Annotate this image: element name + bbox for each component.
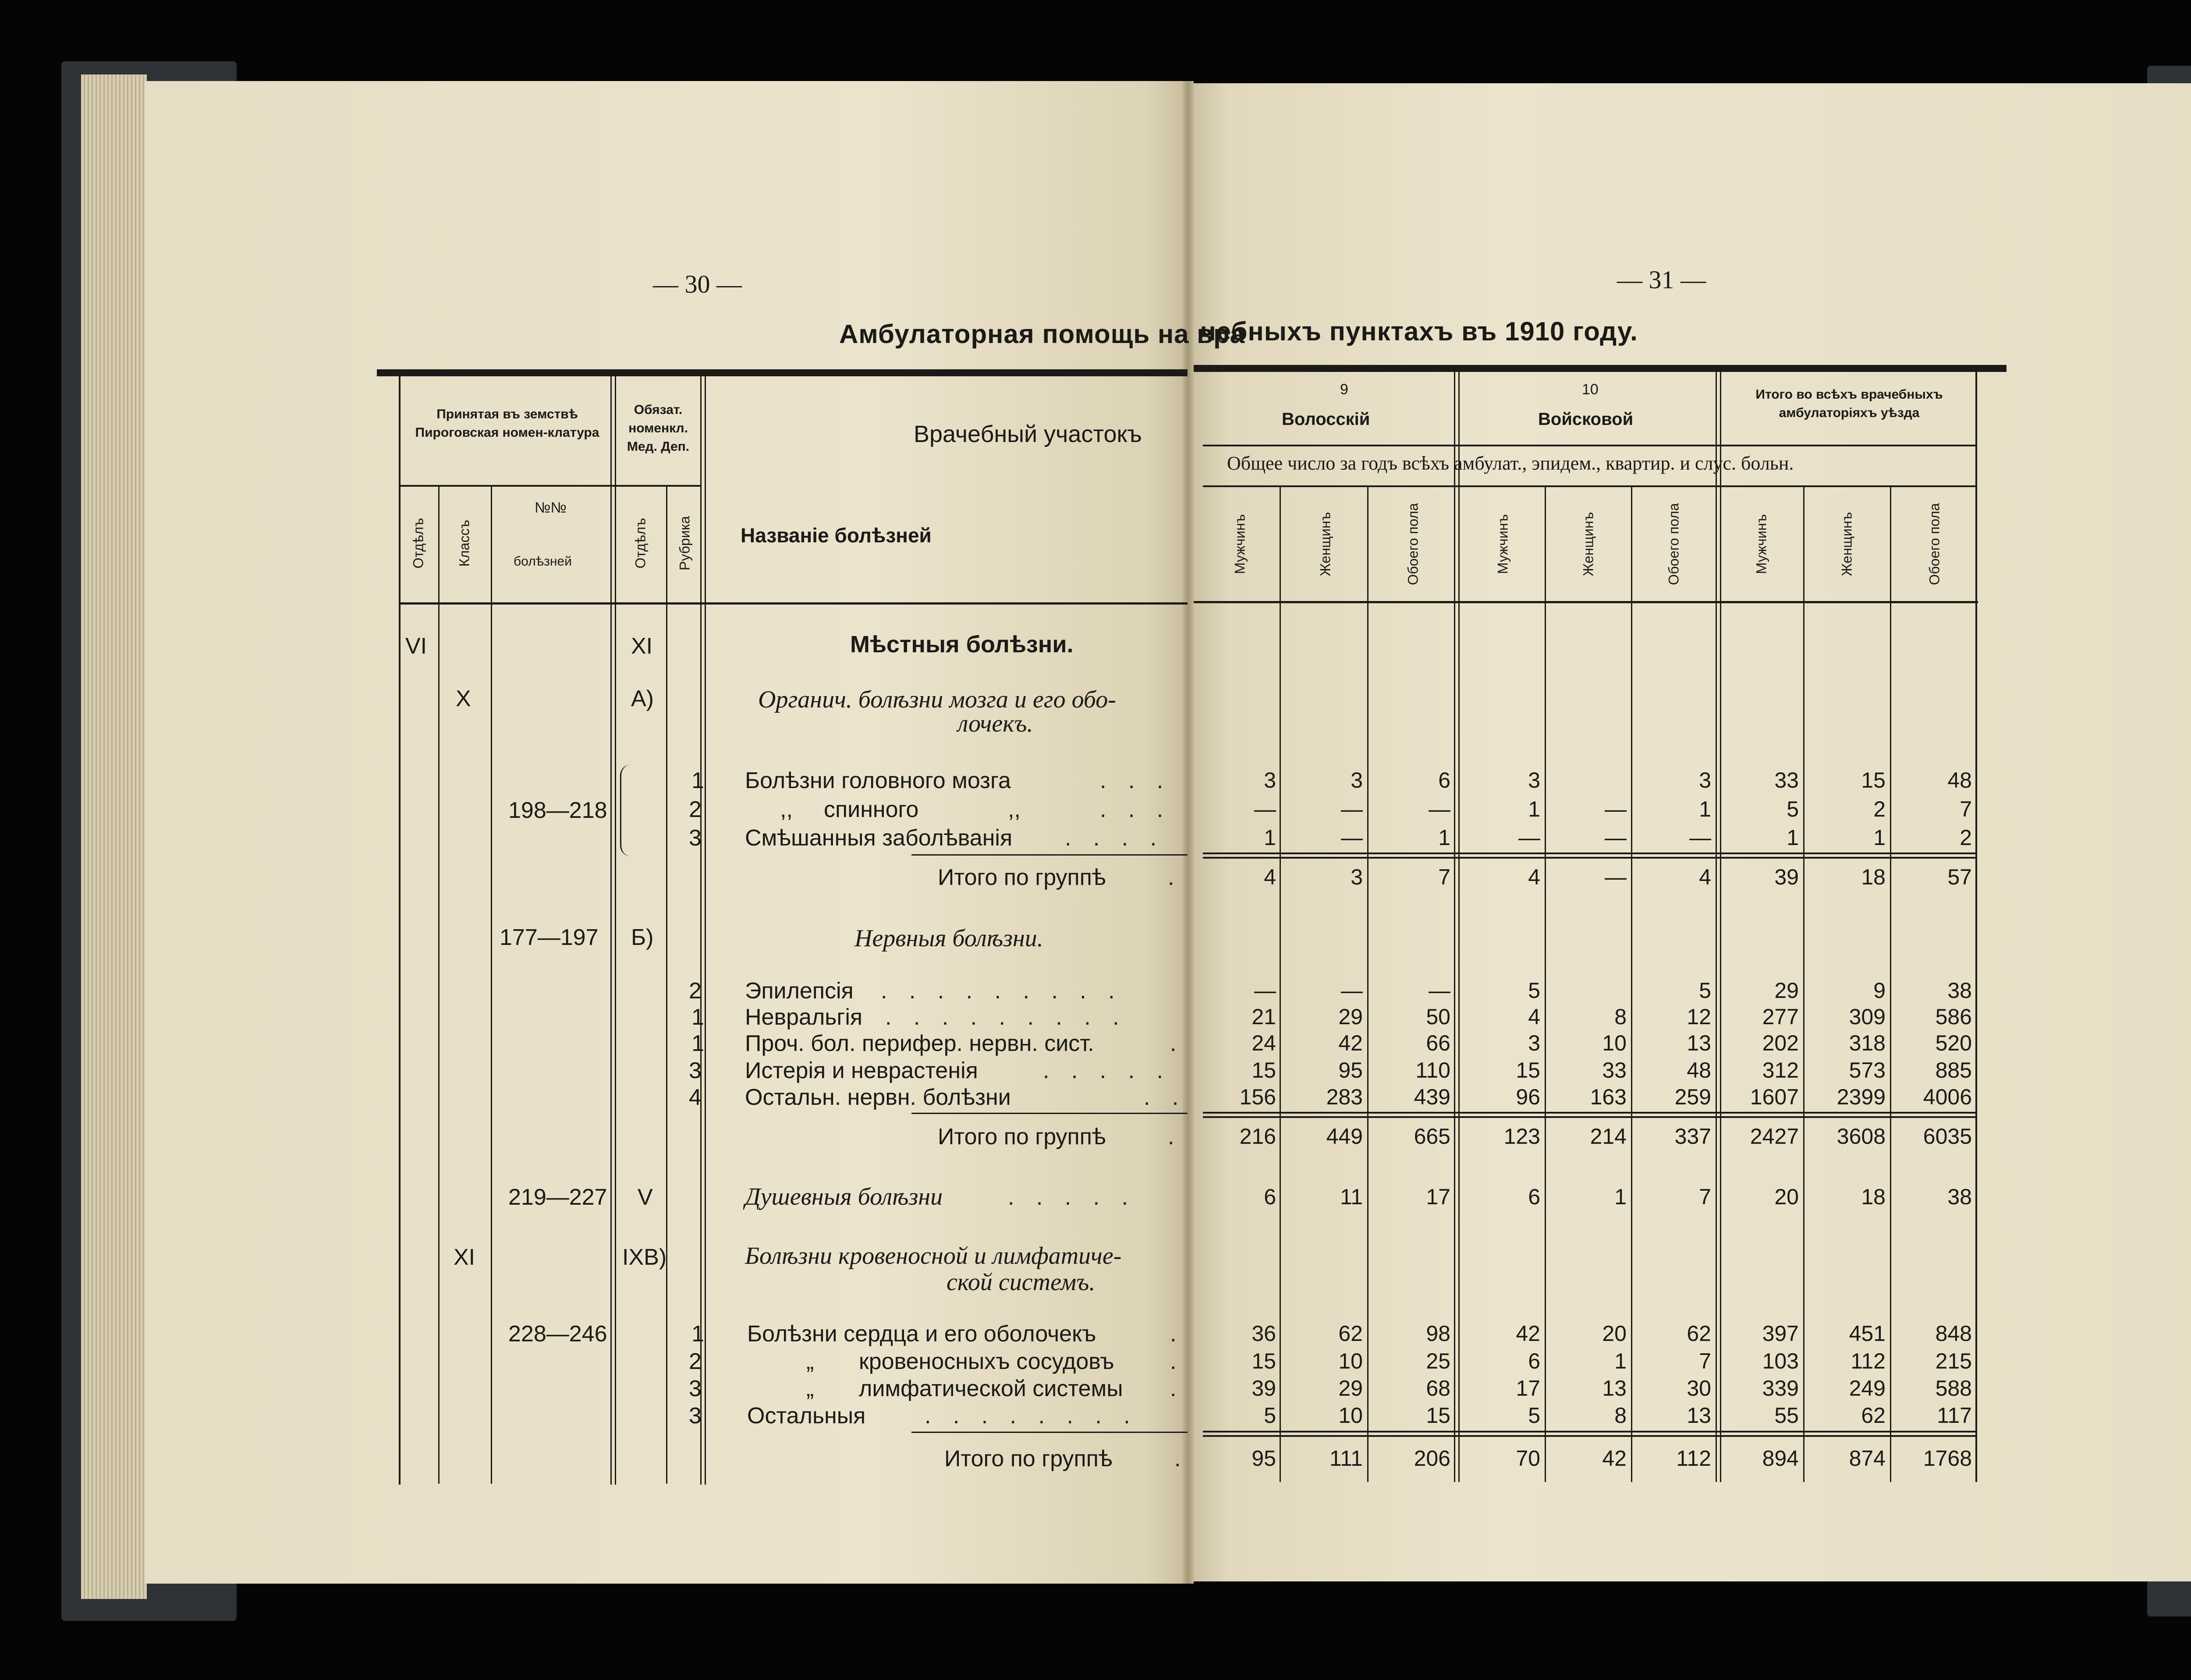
cell-a3-7: 1: [1873, 825, 1886, 850]
vline-l3b: [615, 376, 616, 1485]
vline-r-d9a: [1454, 372, 1455, 1482]
ditto-mark-3: „: [806, 1349, 814, 1374]
header-women-9: Женщинъ: [1317, 512, 1333, 577]
cell-c2-7: 112: [1851, 1349, 1886, 1373]
cell-b1-1: —: [1341, 978, 1363, 1003]
header-women-total: Женщинъ: [1839, 512, 1855, 577]
leader-dots: . .: [1144, 1085, 1187, 1110]
subtotal-rule-right-b2: [1203, 1116, 1976, 1118]
cell-c2-4: 1: [1614, 1349, 1627, 1373]
cell-b_total-4: 214: [1590, 1124, 1627, 1149]
cell-a3-0: 1: [1264, 825, 1276, 850]
cell-b4-3: 15: [1516, 1058, 1540, 1082]
cell-b2-4: 8: [1614, 1004, 1627, 1029]
cell-b1-5: 5: [1699, 978, 1711, 1003]
header-total-patients-per-year: Общее число за годъ всѣхъ амбулат., эпидем., квартир. и слус. больн.: [1227, 453, 1794, 474]
cell-c2-8: 215: [1935, 1349, 1972, 1373]
header-men-10: Мужчинъ: [1495, 514, 1511, 574]
cell-b_total-2: 665: [1414, 1124, 1450, 1149]
cell-b1-7: 9: [1873, 978, 1886, 1003]
cell-b1-8: 38: [1947, 978, 1972, 1003]
rule-hdr-sub-left: [399, 485, 701, 487]
group-a-title-line2: лочекъ.: [957, 710, 1033, 737]
cell-b4-7: 573: [1849, 1058, 1886, 1082]
vline-l4: [666, 485, 667, 1484]
cell-b3-3: 3: [1528, 1031, 1540, 1055]
cell-b4-8: 885: [1935, 1058, 1972, 1082]
cell-b5-3: 96: [1516, 1085, 1540, 1109]
rubrika-c4: 3: [689, 1403, 702, 1429]
cell-c_total-3: 70: [1516, 1446, 1540, 1471]
cell-c1-0: 36: [1251, 1321, 1276, 1346]
cell-c3-3: 17: [1516, 1376, 1540, 1401]
mental-diseases: Душевныя болѣзни: [745, 1183, 943, 1210]
subtotal-rule-b: [911, 1113, 1188, 1114]
leader-dots: . . . . .: [1008, 1185, 1136, 1210]
cell-a3-8: 2: [1960, 825, 1972, 850]
cell-a1-5: 3: [1699, 768, 1711, 792]
cell-dush-8: 38: [1947, 1185, 1972, 1209]
subtotal-rule-right-c2: [1203, 1435, 1976, 1437]
top-rule-right: [1194, 365, 2007, 372]
cell-c4-6: 55: [1774, 1403, 1799, 1428]
cell-a2-0: —: [1254, 797, 1276, 821]
cell-b2-2: 50: [1426, 1004, 1450, 1029]
subtotal-rule-right-b1: [1203, 1112, 1976, 1114]
cell-b5-1: 283: [1326, 1085, 1363, 1109]
cell-c3-8: 588: [1935, 1376, 1972, 1401]
cell-c1-2: 98: [1426, 1321, 1450, 1346]
cell-b4-0: 15: [1251, 1058, 1276, 1082]
otdel-vi: VI: [405, 633, 427, 659]
cell-b4-1: 95: [1338, 1058, 1363, 1082]
cell-c_total-5: 112: [1676, 1446, 1711, 1471]
itogo-group-a: Итого по группѣ: [938, 865, 1106, 890]
cell-c_total-0: 95: [1251, 1446, 1276, 1471]
ditto-mark-1: ,,: [780, 797, 793, 822]
header-otdel: Отдѣлъ: [410, 518, 426, 569]
cell-a_total-7: 18: [1861, 865, 1886, 889]
range-198-218: 198—218: [508, 798, 607, 823]
cell-c4-5: 13: [1687, 1403, 1711, 1428]
rubrika-c1: 1: [691, 1321, 704, 1347]
cell-b4-5: 48: [1687, 1058, 1711, 1082]
cell-c2-6: 103: [1762, 1349, 1799, 1373]
cell-a_total-8: 57: [1947, 865, 1972, 889]
rubrika-c3: 3: [689, 1376, 702, 1401]
leader-dots: .: [1170, 1349, 1184, 1374]
cell-b5-6: 1607: [1750, 1085, 1799, 1109]
cell-c3-5: 30: [1687, 1376, 1711, 1401]
subtotal-rule-right-a1: [1203, 852, 1976, 854]
vline-r-d10a: [1716, 372, 1717, 1482]
range-177-197: 177—197: [500, 925, 599, 950]
cell-c3-7: 249: [1849, 1376, 1886, 1401]
cell-a_total-5: 4: [1699, 865, 1711, 889]
cell-c_total-1: 111: [1329, 1446, 1363, 1471]
leader-dots: .: [1170, 1031, 1184, 1056]
cell-c2-3: 6: [1528, 1349, 1540, 1373]
cell-b_total-0: 216: [1239, 1124, 1276, 1149]
cell-b3-2: 66: [1426, 1031, 1450, 1055]
cell-a_total-0: 4: [1264, 865, 1276, 889]
leader-dots: . . . . .: [1043, 1058, 1171, 1083]
header-vrachebny-uchastok: Врачебный участокъ: [914, 421, 1142, 447]
cell-c_total-4: 42: [1602, 1446, 1627, 1471]
cell-c_total-2: 206: [1414, 1446, 1450, 1471]
cell-dush-0: 6: [1264, 1185, 1276, 1209]
rubrika-b1: 2: [689, 978, 702, 1004]
rubrika-b3: 1: [691, 1031, 704, 1056]
ditto-mark-4: „: [806, 1376, 814, 1401]
cell-dush-5: 7: [1699, 1185, 1711, 1209]
cell-b_total-7: 3608: [1836, 1124, 1886, 1149]
disease-hysteria: Истерія и неврастенія: [745, 1058, 978, 1083]
header-both-9: Обоего пола: [1405, 503, 1421, 585]
cell-c4-2: 15: [1426, 1403, 1450, 1428]
disease-epilepsy: Эпилепсія: [745, 978, 854, 1004]
cell-a1-3: 3: [1528, 768, 1540, 792]
cell-b3-0: 24: [1251, 1031, 1276, 1055]
cell-b_total-8: 6035: [1923, 1124, 1972, 1149]
cell-b_total-5: 337: [1674, 1124, 1711, 1149]
vline-l0: [399, 376, 401, 1485]
subtotal-rule-right-a2: [1203, 857, 1976, 859]
disease-peripheral-nervous: Проч. бол. перифер. нервн. сист.: [745, 1031, 1094, 1056]
header-bolezney: болѣзней: [514, 554, 572, 569]
cell-b5-5: 259: [1674, 1085, 1711, 1109]
cell-c2-0: 15: [1251, 1349, 1276, 1373]
klass-x: X: [456, 686, 471, 711]
district-10-number: 10: [1582, 381, 1599, 398]
header-nazvanie-bolezney: Названіе болѣзней: [741, 524, 932, 547]
cell-a_total-6: 39: [1774, 865, 1799, 889]
rubrika-c2: 2: [689, 1349, 702, 1374]
cell-a_total-3: 4: [1528, 865, 1540, 889]
header-men-9: Мужчинъ: [1232, 514, 1248, 574]
cell-a2-3: 1: [1528, 797, 1540, 821]
range-219-227: 219—227: [508, 1185, 607, 1210]
cell-b_total-3: 123: [1503, 1124, 1540, 1149]
cell-c4-4: 8: [1614, 1403, 1627, 1428]
cell-b2-5: 12: [1687, 1004, 1711, 1029]
rubrika-b: Б): [631, 925, 654, 950]
group-v-title-line1: Болѣзни кровеносной и лимфатиче-: [745, 1242, 1122, 1270]
subtotal-rule-right-c1: [1203, 1431, 1976, 1432]
rubrika-v: V: [638, 1185, 653, 1210]
cell-a2-8: 7: [1960, 797, 1972, 821]
vline-l2: [491, 485, 492, 1484]
cell-c4-7: 62: [1861, 1403, 1886, 1428]
top-rule-left: [377, 369, 1188, 376]
cell-a3-5: —: [1689, 825, 1711, 850]
cell-c1-8: 848: [1935, 1321, 1972, 1346]
cell-dush-1: 11: [1340, 1185, 1363, 1209]
district-10-name: Войсковой: [1538, 410, 1634, 429]
cell-b3-7: 318: [1849, 1031, 1886, 1055]
cell-c_total-8: 1768: [1923, 1446, 1972, 1471]
cell-b2-6: 277: [1762, 1004, 1799, 1029]
vline-r-d9b: [1458, 372, 1460, 1482]
cell-c1-6: 397: [1762, 1321, 1799, 1346]
header-klass: Классъ: [456, 520, 472, 567]
vline-l3a: [610, 376, 612, 1485]
cell-a2-6: 5: [1787, 797, 1799, 821]
rubrika-b4: 3: [689, 1058, 702, 1083]
cell-b3-1: 42: [1338, 1031, 1363, 1055]
cell-b4-6: 312: [1762, 1058, 1799, 1082]
ditto-mark-2: ,,: [1008, 797, 1021, 822]
leader-dots: . . . .: [1065, 825, 1165, 851]
itogo-group-c: Итого по группѣ: [944, 1446, 1113, 1471]
leader-dots: .: [1170, 1376, 1184, 1401]
cell-c_total-6: 894: [1762, 1446, 1799, 1471]
cell-c3-1: 29: [1338, 1376, 1363, 1401]
header-mandatory-nomenclature: Обязат. номенкл. Мед. Деп.: [627, 403, 690, 454]
leader-dots: . . .: [1100, 768, 1171, 793]
cell-c_total-7: 874: [1849, 1446, 1886, 1471]
cell-c4-0: 5: [1264, 1403, 1276, 1428]
disease-other-nervous: Остальн. нервн. болѣзни: [745, 1085, 1011, 1110]
cell-a3-1: —: [1341, 825, 1363, 850]
rubrika-a: А): [631, 686, 654, 711]
cell-a3-3: —: [1518, 825, 1540, 850]
leader-dots: .: [1168, 865, 1182, 890]
cell-a_total-1: 3: [1351, 865, 1363, 889]
cell-a1-7: 15: [1861, 768, 1886, 792]
cell-b3-4: 10: [1602, 1031, 1627, 1055]
cell-b5-2: 439: [1414, 1085, 1450, 1109]
leader-dots: .: [1174, 1446, 1189, 1471]
cell-dush-6: 20: [1774, 1185, 1799, 1209]
cell-b5-7: 2399: [1836, 1085, 1886, 1109]
cell-c2-2: 25: [1426, 1349, 1450, 1373]
leader-dots: . . . . . . . .: [925, 1403, 1138, 1429]
cell-dush-7: 18: [1861, 1185, 1886, 1209]
rubrika-b5: 4: [689, 1085, 702, 1110]
cell-b1-3: 5: [1528, 978, 1540, 1003]
cell-a3-4: —: [1605, 825, 1627, 850]
disease-blood-vessels: кровеносныхъ сосудовъ: [859, 1349, 1114, 1374]
vline-l5b: [705, 376, 706, 1485]
header-bottom-rule-left: [399, 602, 1188, 605]
header-otdel-2: Отдѣлъ: [632, 518, 649, 569]
cell-a2-4: —: [1605, 797, 1627, 821]
cell-b3-5: 13: [1687, 1031, 1711, 1055]
subtotal-rule-c: [911, 1432, 1188, 1433]
cell-c3-4: 13: [1602, 1376, 1627, 1401]
cell-a1-1: 3: [1351, 768, 1363, 792]
disease-lymphatic: лимфатической системы: [859, 1376, 1123, 1401]
cell-c1-1: 62: [1338, 1321, 1363, 1346]
rubrika-3: 3: [689, 825, 702, 851]
cell-b1-2: —: [1429, 978, 1450, 1003]
cell-dush-2: 17: [1426, 1185, 1450, 1209]
header-bottom-rule-right: [1194, 601, 1978, 603]
cell-c2-1: 10: [1338, 1349, 1363, 1373]
cell-b_total-1: 449: [1326, 1124, 1363, 1149]
header-men-total: Мужчинъ: [1753, 514, 1769, 574]
cell-b2-7: 309: [1849, 1004, 1886, 1029]
cell-b2-0: 21: [1251, 1004, 1276, 1029]
cell-b5-0: 156: [1239, 1085, 1276, 1109]
cell-a2-5: 1: [1699, 797, 1711, 821]
leader-dots: . . . . . . . . .: [881, 978, 1123, 1004]
cell-a1-6: 33: [1774, 768, 1799, 792]
cell-c4-3: 5: [1528, 1403, 1540, 1428]
leader-dots: .: [1168, 1124, 1182, 1149]
header-total-all-ambulatories: Итого во всѣхъ врачебныхъ амбулаторіяхъ уѣзда: [1755, 387, 1943, 420]
klass-xi: XI: [454, 1245, 475, 1270]
header-nn: №№: [535, 499, 567, 516]
cell-b2-3: 4: [1528, 1004, 1540, 1029]
district-9-number: 9: [1340, 381, 1348, 398]
section-heading-mestnye: Мѣстныя болѣзни.: [850, 631, 1074, 658]
cell-dush-4: 1: [1614, 1185, 1627, 1209]
itogo-group-b: Итого по группѣ: [938, 1124, 1106, 1149]
vline-l5a: [700, 376, 702, 1485]
cell-a3-2: 1: [1438, 825, 1450, 850]
cell-c1-7: 451: [1849, 1321, 1886, 1346]
cell-c4-1: 10: [1338, 1403, 1363, 1428]
cell-b1-6: 29: [1774, 978, 1799, 1003]
cell-a1-8: 48: [1947, 768, 1972, 792]
cell-dush-3: 6: [1528, 1185, 1540, 1209]
cell-c3-0: 39: [1251, 1376, 1276, 1401]
cell-c1-5: 62: [1687, 1321, 1711, 1346]
page-number-right: — 31 —: [1617, 265, 1706, 294]
header-women-10: Женщинъ: [1580, 512, 1596, 577]
leader-dots: . . .: [1100, 797, 1171, 822]
cell-a3-6: 1: [1787, 825, 1799, 850]
cell-b4-2: 110: [1415, 1058, 1450, 1082]
table-title-right: чебныхъ пунктахъ въ 1910 году.: [1201, 317, 1638, 346]
cell-b3-8: 520: [1935, 1031, 1972, 1055]
cell-c4-8: 117: [1937, 1403, 1972, 1428]
cell-c3-6: 339: [1762, 1376, 1799, 1401]
cell-a2-2: —: [1429, 797, 1450, 821]
rule-hdr-sub-right: [1203, 485, 1976, 487]
page-edges-left: [81, 74, 147, 1599]
cell-b4-4: 33: [1602, 1058, 1627, 1082]
otdel-xi: XI: [631, 633, 653, 659]
disease-neuralgia: Невральгія: [745, 1004, 863, 1030]
disease-heart: Болѣзни сердца и его оболочекъ: [747, 1321, 1096, 1347]
cell-b2-1: 29: [1338, 1004, 1363, 1029]
table-title-left: Амбулаторная помощь на вра: [839, 319, 1245, 349]
cell-a_total-4: —: [1605, 865, 1627, 889]
district-9-name: Волосскій: [1282, 410, 1370, 429]
cell-b1-0: —: [1254, 978, 1276, 1003]
group-a-title-line1: Органич. болѣзни мозга и его обо-: [758, 686, 1116, 713]
header-pirogov-nomenclature: Принятая въ земствѣ Пироговская номен-клатура: [415, 407, 599, 440]
cell-b5-8: 4006: [1923, 1085, 1972, 1109]
cell-a2-7: 2: [1873, 797, 1886, 821]
vline-r-d10b: [1720, 372, 1721, 1482]
disease-brain: Болѣзни головного мозга: [745, 768, 1011, 793]
header-both-10: Обоего пола: [1666, 503, 1682, 585]
rubrika-b2: 1: [691, 1004, 704, 1030]
cell-c1-3: 42: [1516, 1321, 1540, 1346]
rubrika-ixb: IXВ): [622, 1245, 667, 1270]
cell-a2-1: —: [1341, 797, 1363, 821]
range-228-246: 228—246: [508, 1321, 607, 1347]
header-rubrika: Рубрика: [677, 516, 693, 571]
page-number-left: — 30 —: [653, 270, 742, 298]
cell-b2-8: 586: [1935, 1004, 1972, 1029]
subtotal-rule-a: [911, 854, 1188, 856]
group-v-title-line2: ской системъ.: [947, 1269, 1096, 1296]
disease-spinal: спинного: [824, 797, 919, 822]
header-both-total: Обоего пола: [1926, 503, 1943, 585]
disease-mixed: Смѣшанныя заболѣванія: [745, 825, 1013, 851]
rubrika-1: 1: [691, 768, 704, 793]
cell-b3-6: 202: [1762, 1031, 1799, 1055]
cell-a_total-2: 7: [1438, 865, 1450, 889]
cell-a1-2: 6: [1438, 768, 1450, 792]
cell-b5-4: 163: [1590, 1085, 1627, 1109]
group-b-title: Нервныя болѣзни.: [854, 925, 1043, 952]
disease-other-circulatory: Остальныя: [747, 1403, 866, 1429]
leader-dots: . . . . . . . . .: [885, 1004, 1127, 1030]
cell-a1-0: 3: [1264, 768, 1276, 792]
brace-group-a: [620, 764, 631, 856]
rubrika-2: 2: [689, 797, 702, 822]
vline-l1: [438, 485, 440, 1484]
rule-hdr-district-right: [1203, 445, 1976, 446]
cell-c1-4: 20: [1602, 1321, 1627, 1346]
cell-c2-5: 7: [1699, 1349, 1711, 1373]
vline-r-end: [1975, 372, 1977, 1482]
leader-dots: .: [1170, 1321, 1184, 1347]
cell-b_total-6: 2427: [1750, 1124, 1799, 1149]
cell-c3-2: 68: [1426, 1376, 1450, 1401]
